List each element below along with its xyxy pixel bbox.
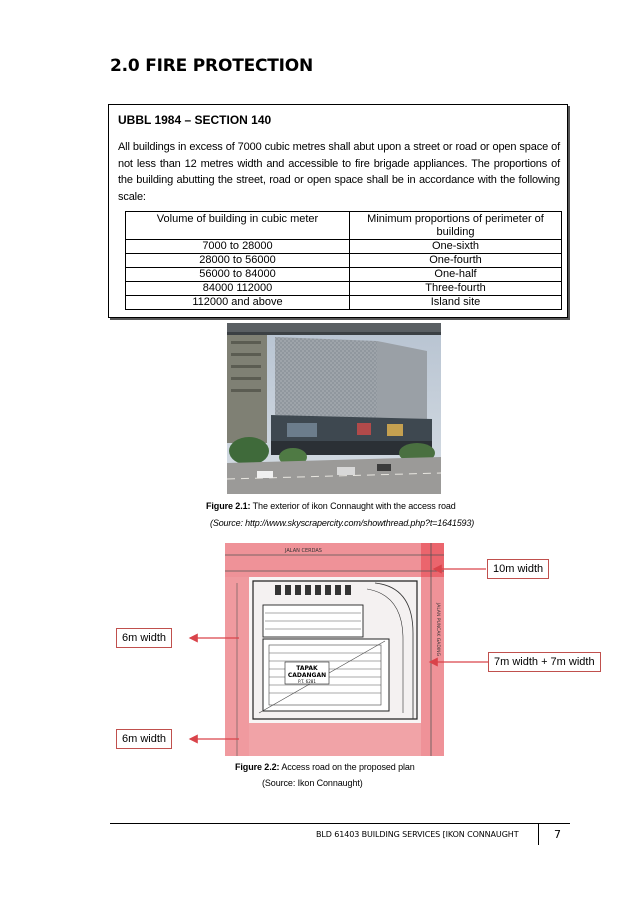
cell-proportion: Three-fourth bbox=[350, 282, 562, 296]
cell-volume: 7000 to 28000 bbox=[126, 240, 350, 254]
plan-road-top-label: JALAN CERDAS bbox=[285, 548, 322, 554]
cell-proportion: One-half bbox=[350, 268, 562, 282]
cell-volume: 84000 112000 bbox=[126, 282, 350, 296]
cell-proportion: One-fourth bbox=[350, 254, 562, 268]
figure-2-1-label: Figure 2.1: bbox=[206, 501, 251, 511]
figure-2-2-text: Access road on the proposed plan bbox=[279, 762, 415, 772]
bylaw-title: UBBL 1984 – SECTION 140 bbox=[118, 113, 272, 127]
callout-6m-width-lower: 6m width bbox=[116, 729, 172, 749]
footer-rule bbox=[110, 823, 570, 824]
plan-road-right-label: JALAN PUNCAK GADING bbox=[435, 603, 440, 656]
callout-10m-width: 10m width bbox=[487, 559, 549, 579]
cell-proportion: Island site bbox=[350, 296, 562, 310]
plan-lot-label: P.T. 6281 bbox=[298, 679, 316, 684]
bylaw-body: All buildings in excess of 7000 cubic metres shall abut upon a street or road or open space of not less than 12 metres width and accessible to fire brigade appliances. The proportions of the building abutting the street, road or open space shall be in accordance with the following scale: bbox=[118, 141, 560, 203]
footer-course-title: BLD 61403 BUILDING SERVICES [IKON CONNAUGHT bbox=[316, 830, 519, 839]
header-volume: Volume of building in cubic meter bbox=[126, 212, 350, 240]
plan-site-label-2: CADANGAN bbox=[287, 672, 327, 679]
section-heading: 2.0 FIRE PROTECTION bbox=[110, 56, 314, 76]
callout-6m-width-upper: 6m width bbox=[116, 628, 172, 648]
footer-divider bbox=[538, 823, 539, 845]
cell-volume: 56000 to 84000 bbox=[126, 268, 350, 282]
cell-volume: 112000 and above bbox=[126, 296, 350, 310]
figure-2-2-source: (Source: Ikon Connaught) bbox=[262, 778, 363, 788]
cell-proportion: One-sixth bbox=[350, 240, 562, 254]
callout-7m-width: 7m width + 7m width bbox=[488, 652, 601, 672]
figure-2-2-label: Figure 2.2: bbox=[235, 762, 280, 772]
header-proportion: Minimum proportions of perimeter of building bbox=[350, 212, 562, 240]
page-number: 7 bbox=[554, 828, 561, 841]
cell-volume: 28000 to 56000 bbox=[126, 254, 350, 268]
figure-2-1-source: (Source: http://www.skyscrapercity.com/showthread.php?t=1641593) bbox=[210, 518, 475, 528]
figure-2-1-text: The exterior of ikon Connaught with the access road bbox=[250, 501, 456, 511]
plan-site-label: TAPAK bbox=[296, 665, 318, 672]
